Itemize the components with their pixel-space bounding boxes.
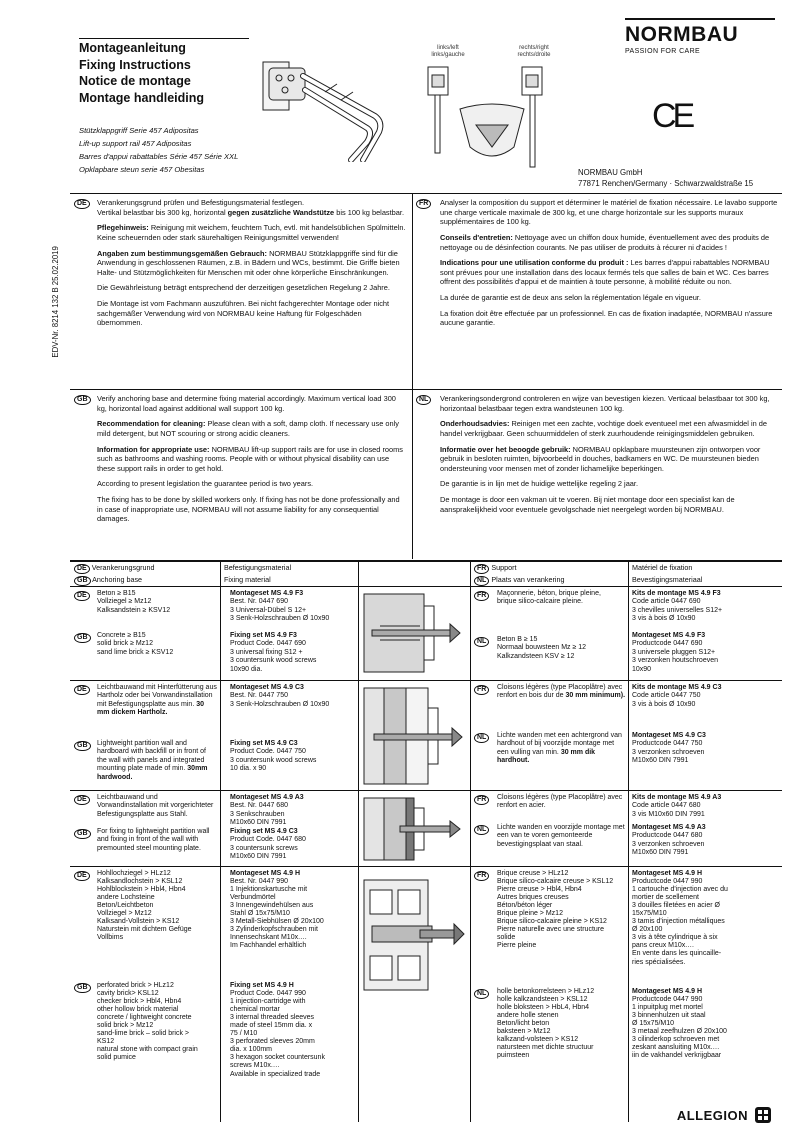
row1-nl-fix: Montageset MS 4.9 F3 Productcode 0447 690 3 universele pluggen S12+ 3 verzonken houtschroeven 10x90: [632, 632, 718, 673]
lang-badge: FR: [474, 591, 489, 601]
table-col-2: [358, 560, 359, 1122]
row3-fr-base: Cloisons légères (type Placoplâtre) avec renfort en acier.: [497, 794, 623, 810]
row3-fr-fix: Kits de montage MS 4.9 A3 Code article 0447 680 3 vis M10x60 DIN 7991: [632, 794, 722, 818]
header-de-mid: Befestigungsmaterial: [224, 563, 292, 572]
row2-fr-base: Cloisons légères (type Placoplâtre) avec renfort en bois dur de 30 mm minimum).: [497, 684, 626, 700]
lang-badge: DE: [74, 871, 90, 881]
row1-fixing-diagram: [360, 590, 468, 676]
lang-badge: GB: [74, 741, 91, 751]
row1-nl-base: Beton B ≥ 15 Normaal bouwsteen Mz ≥ 12 Kalkzandsteen KSV ≥ 12: [497, 636, 587, 660]
title-nl: Montage handleiding: [79, 90, 204, 105]
row1-de-base: Beton ≥ B15 Vollziegel ≥ Mz12 Kalksandstein ≥ KSV12: [97, 590, 171, 614]
section-fr: Analyser la composition du support et déterminer le matériel de fixation nécessaire. Le lavabo supporte une charge verticale maximale de 300 kg, et une charge horizontale sur les supports muraux supplémentaires de 100 kg. Conseils d'entretien: Nettoyage avec un chiffon doux humide, éventuellement avec des produits de nettoyage ou de désinfection courants. Ne pas utiliser de produits à récurer ni d'acides ! Indications pour une utilisation conforme du produit : Les barres d'appui rabattables NORMBAU sont prévues pour une installation dans des locaux fermés tels que salles de bain et WC. Ces barres offrent des possibilités d'appui et de maintien à toute personne, à mobilité réduite ou non. La durée de garantie est de deux ans selon la réglementation légale en vigueur. La fixation doit être effectuée par un professionnel. En cas de fixation inadaptée, NORMBAU n'assure aucune garantie.: [440, 198, 778, 328]
title-de: Montageanleitung: [79, 41, 186, 55]
rule-top: [70, 193, 782, 194]
rule-mid: [412, 193, 413, 559]
lang-badge: NL: [474, 733, 489, 743]
allegion-mark-icon: [754, 1106, 772, 1124]
row1-fr-base: Maçonnerie, béton, brique pleine, brique silico-calcaire pleine.: [497, 590, 601, 606]
lang-badge-fr: FR: [416, 198, 431, 209]
title-fr: Notice de montage: [79, 74, 191, 88]
row1-gb-base: Concrete ≥ B15 solid brick ≥ Mz12 sand lime brick ≥ KSV12: [97, 632, 174, 656]
section-de: Verankerungsgrund prüfen und Befestigungsmaterial festlegen. Vertikal belastbar bis 300 kg, horizontal gegen zusätzliche Wandstütze bis 100 kg belastbar. Pflegehinweis: Reinigung mit weichem, feuchtem Tuch, evtl. mit handelsüblichen Spülmitteln. Keine scheuernden oder stark säurehaltigen Reinigungsmittel verwenden! Angaben zum bestimmungsgemäßen Gebrauch: NORMBAU Stützklappgriffe sind für die Anwendung in geschlossenen Räumen, z.B. in Bädern und WCs, bestimmt. Die Griffe bieten Halte- und Stützmöglichkeiten für Menschen mit oder ohne körperliche Einschränkungen. Die Gewährleistung beträgt entsprechend der derzeitigen gesetzlichen Regelung 2 Jahre. Die Montage ist vom Fachmann auszuführen. Bei nicht fachgerechter Montage oder nicht sachgemäßer Verwendung wird von NORMBAU keine Haftung für Folgeschäden übernommen.: [97, 198, 406, 328]
section-gb: Verify anchoring base and determine fixing material accordingly. Maximum vertical load 300 kg, horizontal load against additional wall support 100 kg. Recommendation for cleaning: Please clean with a soft, damp cloth. If necessary use only mild detergent, but NOT scouring or strong acidic cleaners. Information for appropriate use: NORMBAU lift-up support rails are for use in closed rooms such as bathrooms and washing rooms. People with or without physical disability can use these support rails in order to get hold. According to present legislation the guarantee period is two years. The fixing has to be done by skilled workers only. If fixing has not be done professionally and in case of inappropriate use, NORMBAU will not assume liability for any consequential damages.: [97, 394, 403, 524]
row2-gb-fix: Fixing set MS 4.9 C3 Product Code. 0447 750 3 countersunk wood screws 10 dia. x 90: [230, 740, 317, 773]
header-nl-far: Bevestigingsmateriaal: [632, 575, 703, 584]
lang-badge-nl: NL: [416, 394, 431, 405]
subtitle-de: Stützklappgriff Serie 457 Adipositas: [79, 126, 199, 135]
table-col-1: [220, 560, 221, 1122]
row4-fr-fix: Montageset MS 4.9 H Productcode 0447 990 1 cartouche d'injection avec du mortier de scellement 3 douilles filetées en acier Ø 15x75/M10 3 tamis d'injection métalliques Ø 20x100 3 vis à tête cylindrique à six pans creux M10x.… En vente dans les quincaille- ries spécialisées.: [632, 870, 728, 966]
row2-de-base: Leichtbauwand mit Hinterfütterung aus Hartholz oder bei Vorwandinstallation mit Befestigungsplatte aus min. 30 mm dickem Hartholz.: [97, 684, 217, 717]
product-drawing: [255, 42, 395, 162]
row3-nl-base: Lichte wanden en voorzijde montage met een van te voren gemonteerde bevestigingsplaat van staal.: [497, 824, 625, 848]
lang-badge: GB: [74, 633, 91, 643]
row3-fixing-diagram: [360, 794, 468, 864]
row4-nl-base: holle betonkorrelsteen > HLz12 holle kalkzandsteen > KSL12 holle bloksteen > HbL4, Hbn4 andere holle stenen Beton/licht beton baksteen > Mz12 kalkzand-volsteen > KS12 natursteen met dichte structuur puimsteen: [497, 988, 595, 1060]
header-fr-far: Matériel de fixation: [632, 563, 693, 572]
row3-de-fix: Montageset MS 4.9 A3 Best. Nr. 0447 680 3 Senkschrauben M10x60 DIN 7991: [230, 794, 304, 827]
row2-nl-fix: Montageset MS 4.9 C3 Productcode 0447 750 3 verzonken schroeven M10x60 DIN 7991: [632, 732, 706, 765]
rule-middle: [70, 389, 782, 390]
header-fr-right: FR Support: [474, 563, 517, 574]
row2-nl-base: Lichte wanden met een achtergrond van hardhout of bij voorzijde montage met een vulling van min. 30 mm dik hardhout.: [497, 732, 622, 765]
lang-badge: FR: [474, 685, 489, 695]
lang-badge: GB: [74, 983, 91, 993]
row-rule-1: [70, 680, 782, 681]
subtitle-nl: Opklapbare steun serie 457 Obesitas: [79, 165, 205, 175]
row3-gb-fix: Fixing set MS 4.9 C3 Product Code. 0447 680 3 countersunk screws M10x60 DIN 7991: [230, 828, 306, 861]
row-rule-3: [70, 866, 782, 867]
section-nl: Verankeringsondergrond controleren en wijze van bevestigen kiezen. Verticaal belastbaar tot 300 kg, horizontaal belastbaar tegen extra wandsteunen 100 kg. Onderhoudsadvies: Reinigen met een zachte, vochtige doek eventueel met een afwasmiddel in de handel verkrijgbaar. Geen schuurmiddelen of sterk zuurhoudende reinigingsmiddelen gebruiken. Informatie over het beoogde gebruik: NORMBAU opklapbare muursteunen zijn ontworpen voor gebruik in besloten ruimten, bijvoorbeeld in douches, badkamers en WC. De muursteunen bieden ondersteuning voor mensen met of zonder lichamelijke beperkingen. De garantie is in lijn met de huidige wettelijke regeling 2 jaar. De montage is door een vakman uit te voeren. Bij niet montage door een specialist kan de aansprakelijkheid voor eventuele gevolgschade niet neergelegt worden bij NORMBAU.: [440, 394, 770, 514]
row4-gb-fix: Fixing set MS 4.9 H Product Code. 0447 990 1 injection-cartridge with chemical mortar 3 internal threaded sleeves made of steel 15mm dia. x 75 / M10 3 perforated sleeves 20mm dia. x 100mm 3 hexagon socket countersunk screws M10x.… Available in specialized trade: [230, 982, 325, 1078]
row2-de-fix: Montageset MS 4.9 C3 Best. Nr. 0447 750 3 Senk-Holzschrauben Ø 10x90: [230, 684, 330, 708]
header-gb-mid: Fixing material: [224, 575, 271, 584]
title-rule: [79, 38, 249, 39]
allegion-logo: ALLEGION: [676, 1107, 748, 1123]
header-nl-right: NL Plaats van verankering: [474, 575, 564, 586]
row4-gb-base: perforated brick > HLz12 cavity brick> KSL12 checker brick > Hbl4, Hbn4 other hollow brick material concrete / lightweight concrete solid brick > Mz12 sand-lime brick – solid brick > KS12 natural stone with compact grain solid pumice: [97, 982, 198, 1062]
lang-badge: FR: [474, 795, 489, 805]
row4-fr-base: Brique creuse > HLz12 Brique silico-calcaire creuse > KSL12 Pierre creuse > Hbl4, Hbn4 Autres briques creuses Béton/béton léger Brique pleine > Mz12 Brique silico-calcaire pleine > KS12 Pierre naturelle avec une structure solide Pierre pleine: [497, 870, 614, 950]
row4-nl-fix: Montageset MS 4.9 H Productcode 0447 990 1 inpuitplug met mortel 3 binnenhulzen uit staal Ø 15x75/M10 3 metaal zeefhulzen Ø 20x100 3 cilinderkop schroeven met zeskant aansluiting M10x.… iin de vakhandel verkrijgbaar: [632, 988, 727, 1060]
lang-badge: GB: [74, 829, 91, 839]
normbau-logo: NORMBAU PASSION FOR CARE: [625, 18, 775, 57]
row3-gb-base: For fixing to lightweight partition wall and fixing in front of the wall with premounted steel mounting plate.: [97, 828, 210, 852]
row2-gb-base: Lightweight partition wall and hardboard with backfill or in front of the wall with panels and integrated mounting plate made of min. 30mm hardwood.: [97, 740, 208, 781]
table-col-4: [628, 560, 629, 1122]
row2-fr-fix: Kits de montage MS 4.9 C3 Code article 0447 750 3 vis à bois Ø 10x90: [632, 684, 722, 708]
lang-badge: NL: [474, 637, 489, 647]
document-code: EDV-Nr. 8214 132 B 25.02.2019: [51, 246, 61, 358]
row1-fr-fix: Kits de montage MS 4.9 F3 Code article 0447 690 3 chevilles universelles S12+ 3 vis à bois Ø 10x90: [632, 590, 723, 623]
lang-badge: NL: [474, 989, 489, 999]
subtitle-fr: Barres d'appui rabattables Série 457 Série XXL: [79, 152, 239, 162]
document-title: [79, 40, 204, 106]
row2-fixing-diagram: [360, 684, 468, 788]
lang-badge-de: DE: [74, 198, 90, 209]
row4-de-base: Hohllochziegel > HLz12 Kalksandlochstein > KSL12 Hohlblockstein > Hbl4, Hbn4 andere Lochsteine Beton/Leichtbeton Vollziegel > Mz12 Kalksand-Vollstein > KS12 Naturstein mit dichtem Gefüge Vollbims: [97, 870, 192, 942]
row4-fixing-diagram: [360, 872, 468, 1002]
lang-badge: NL: [474, 825, 489, 835]
subtitle-gb: Lift-up support rail 457 Adipositas: [79, 139, 192, 149]
ce-mark: CE: [652, 97, 692, 135]
header-de-left: DE Verankerungsgrund: [74, 563, 154, 574]
row3-de-base: Leichtbauwand und Vorwandinstallation mit vorgerichteter Befestigungsplatte aus Stahl.: [97, 794, 214, 818]
row3-nl-fix: Montageset MS 4.9 A3 Productcode 0447 680 3 verzonken schroeven M10x60 DIN 7991: [632, 824, 706, 857]
label-left: links/left links/gauche: [431, 45, 465, 58]
lang-badge: DE: [74, 795, 90, 805]
lang-badge-gb: GB: [74, 394, 91, 405]
lang-badge: FR: [474, 871, 489, 881]
row4-de-fix: Montageset MS 4.9 H Best. Nr. 0447 990 1 Injektionskartusche mit Verbundmörtel 3 Innengewindehülsen aus Stahl Ø 15x75/M10 3 Metall-Siebhülsen Ø 20x100 3 Zylinderkopfschrauben mit Innensechskant M10x.… Im Fachhandel erhältlich: [230, 870, 324, 950]
table-header-rule: [70, 586, 782, 587]
lang-badge: DE: [74, 685, 90, 695]
company-address: NORMBAU GmbH 77871 Renchen/Germany · Schwarzwaldstraße 15: [578, 168, 754, 189]
table-col-3: [470, 560, 471, 1122]
product-subtitles: [79, 124, 238, 176]
lang-badge: DE: [74, 591, 90, 601]
label-right: rechts/right rechts/droite: [517, 45, 551, 58]
row1-gb-fix: Fixing set MS 4.9 F3 Product Code. 0447 690 3 universal fixing S12 + 3 countersunk wood screws 10x90 dia.: [230, 632, 317, 673]
row1-de-fix: Montageset MS 4.9 F3 Best. Nr. 0447 690 3 Universal-Dübel S 12+ 3 Senk-Holzschrauben Ø 10x90: [230, 590, 330, 623]
side-view-drawing: [420, 65, 560, 175]
row-rule-2: [70, 790, 782, 791]
title-gb: Fixing Instructions: [79, 57, 191, 72]
table-top-rule: [70, 560, 782, 562]
header-gb-left: GB Anchoring base: [74, 575, 142, 586]
